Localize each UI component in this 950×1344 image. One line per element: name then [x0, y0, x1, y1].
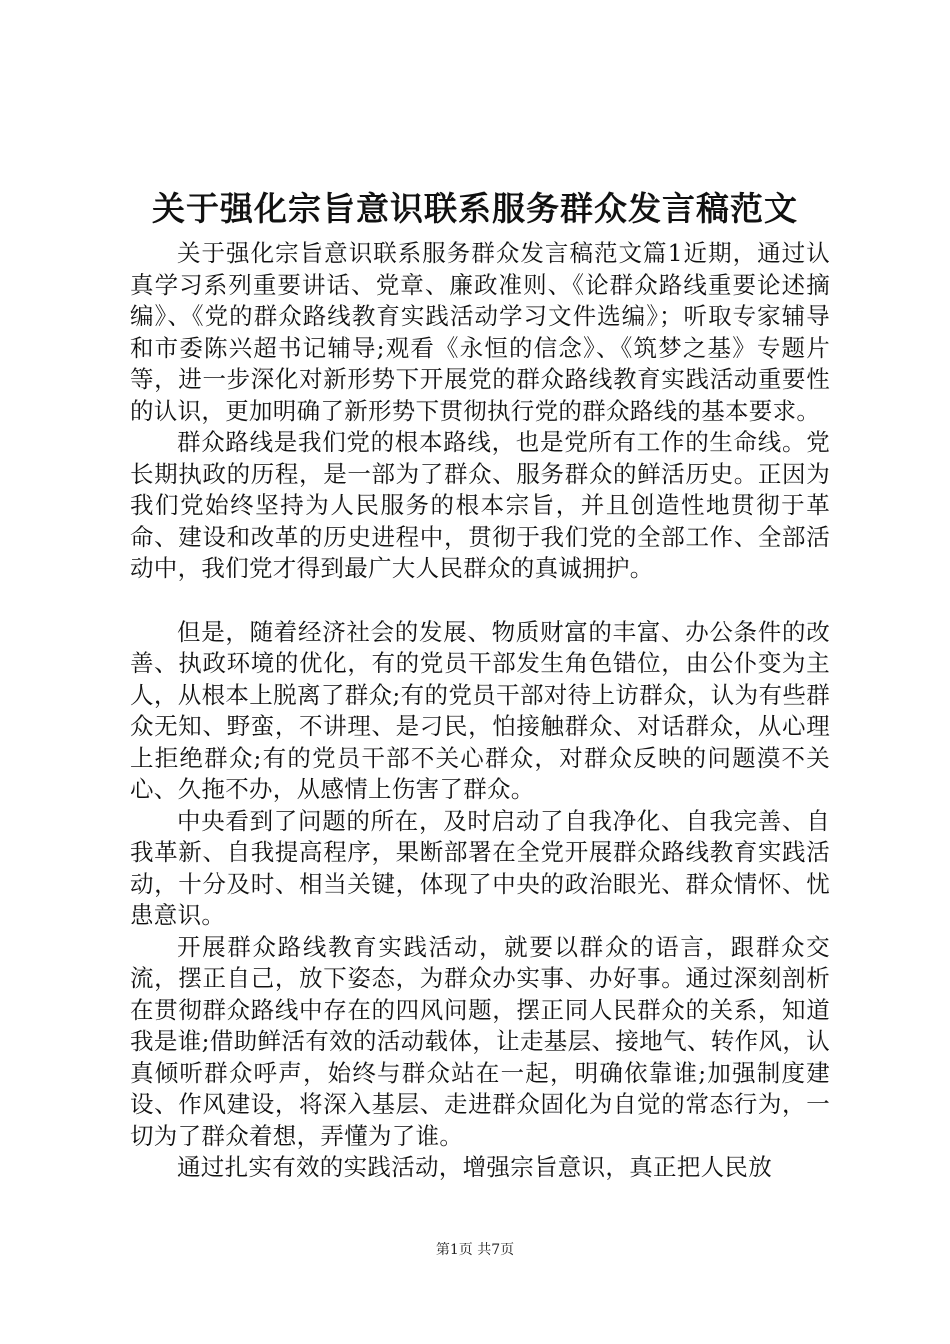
paragraph: 开展群众路线教育实践活动，就要以群众的语言，跟群众交流，摆正自己，放下姿态，为群众办实事、办好事。通过深刻剖析在贯彻群众路线中存在的四风问题，摆正同人民群众的关系，知道我是谁;借助鲜活有效的活动载体，让走基层、接地气、转作风，认真倾听群众呼声，始终与群众站在一起，明确依靠谁;加强制度建设、作风建设，将深入基层、走进群众固化为自觉的常态行为，一切为了群众着想，弄懂为了谁。	[130, 932, 830, 1150]
paragraph: 关于强化宗旨意识联系服务群众发言稿范文篇1近期，通过认真学习系列重要讲话、党章、廉政准则、《论群众路线重要论述摘编》、《党的群众路线教育实践活动学习文件选编》；听取专家辅导和市委陈兴超书记辅导;观看《永恒的信念》、《筑梦之基》专题片等，进一步深化对新形势下开展党的群众路线教育实践活动重要性的认识，更加明确了新形势下贯彻执行党的群众路线的基本要求。	[130, 239, 830, 425]
document-body	[130, 238, 830, 1184]
paragraph: 中央看到了问题的所在，及时启动了自我净化、自我完善、自我革新、自我提高程序，果断部署在全党开展群众路线教育实践活动，十分及时、相当关键，体现了中央的政治眼光、群众情怀、忧患意识。	[130, 806, 830, 929]
paragraph: 群众路线是我们党的根本路线，也是党所有工作的生命线。党长期执政的历程，是一部为了群众、服务群众的鲜活历史。正因为我们党始终坚持为人民服务的根本宗旨，并且创造性地贯彻于革命、建设和改革的历史进程中，贯彻于我们党的全部工作、全部活动中，我们党才得到最广大人民群众的真诚拥护。	[130, 428, 830, 582]
document-title: 关于强化宗旨意识联系服务群众发言稿范文	[152, 189, 798, 228]
paragraph: 通过扎实有效的实践活动，增强宗旨意识，真正把人民放	[177, 1153, 772, 1181]
page-footer: 第1页 共7页	[435, 1242, 515, 1258]
paragraph: 但是，随着经济社会的发展、物质财富的丰富、办公条件的改善、执政环境的优化，有的党员干部发生角色错位，由公仆变为主人，从根本上脱离了群众;有的党员干部对待上访群众，认为有些群众无知、野蛮，不讲理、是刁民，怕接触群众、对话群众，从心理上拒绝群众;有的党员干部不关心群众，对群众反映的问题漠不关心、久拖不办，从感情上伤害了群众。	[130, 617, 830, 803]
